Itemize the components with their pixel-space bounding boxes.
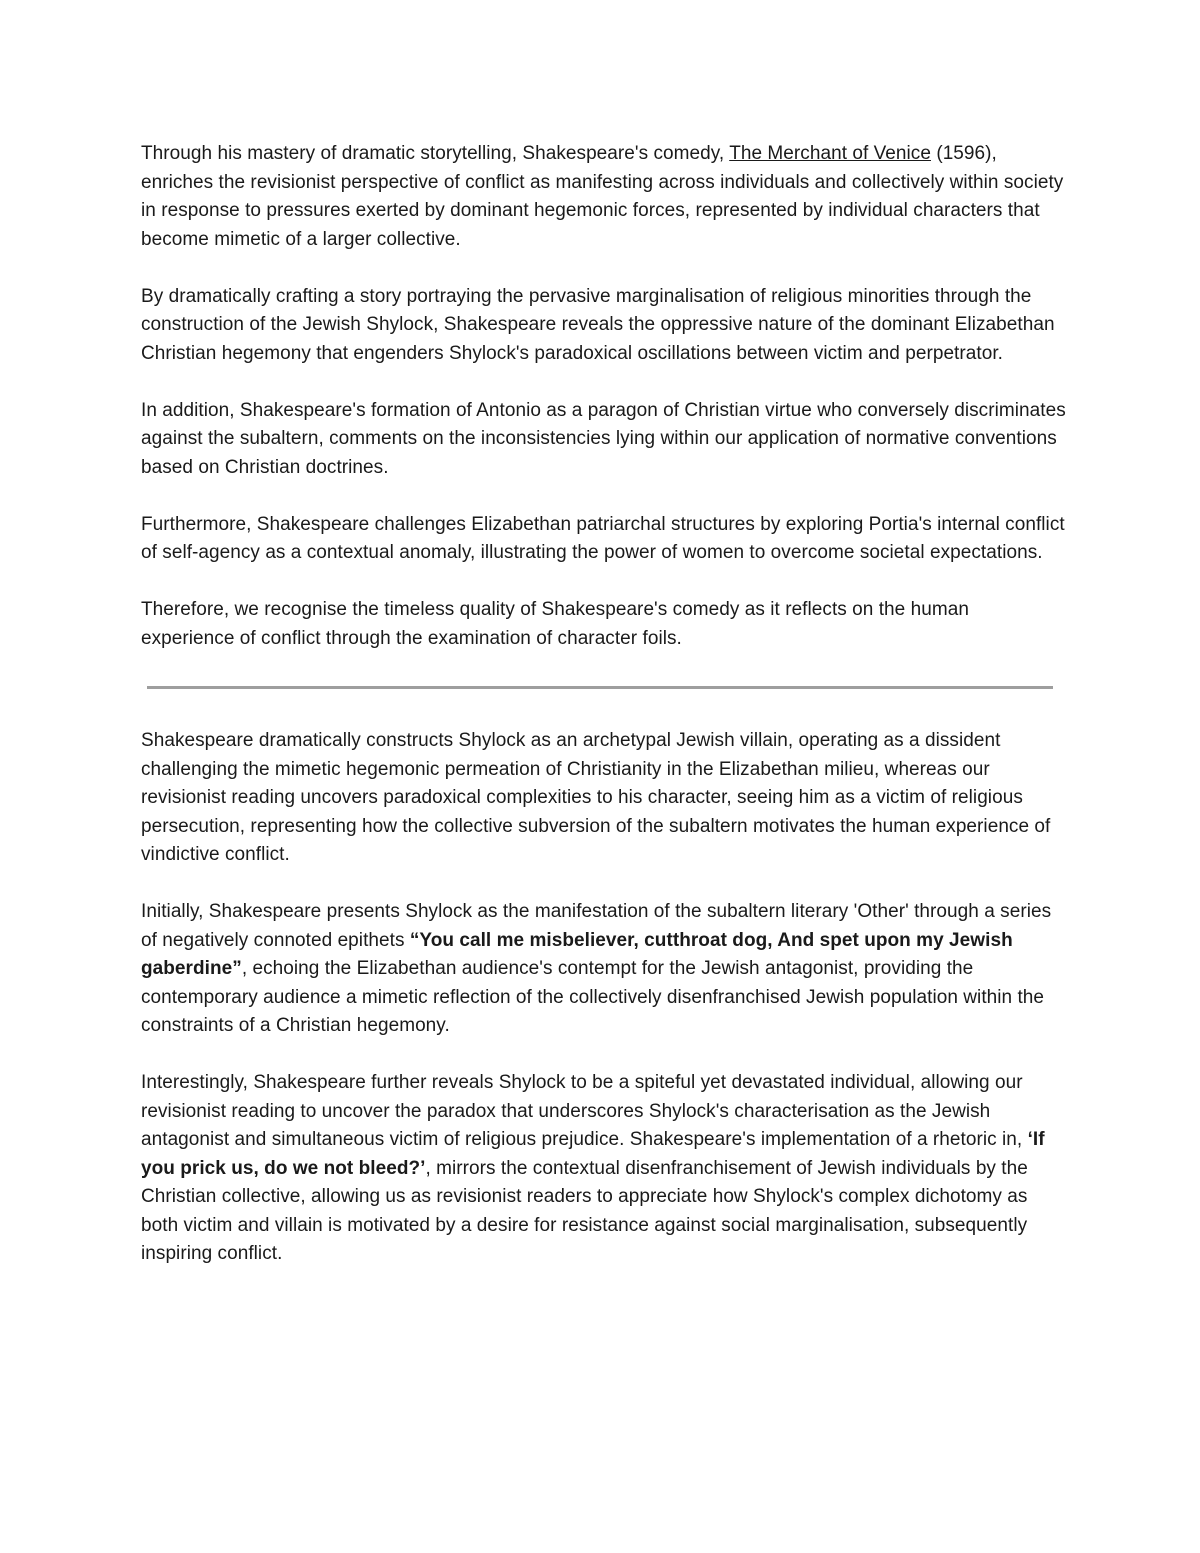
section-divider bbox=[147, 686, 1053, 689]
intro-p1-text-before: Through his mastery of dramatic storytelling, Shakespeare's comedy, bbox=[141, 143, 730, 164]
intro-paragraph-3: In addition, Shakespeare's formation of Antonio as a paragon of Christian virtue who conversely discriminates against the subaltern, comments on the inconsistencies lying within our application of normative conventions based on Christian doctrines. bbox=[141, 399, 1066, 478]
intro-paragraph-5: Therefore, we recognise the timeless quality of Shakespeare's comedy as it reflects on the human experience of conflict through the examination of character foils. bbox=[141, 599, 969, 649]
quote-misbeliever: “You call me misbeliever, cutthroat dog, And spet upon my Jewish gaberdine” bbox=[141, 929, 1013, 979]
quote-prick-us: ‘If you prick us, do we not bleed?’ bbox=[141, 1129, 1045, 1179]
intro-paragraph-1 bbox=[141, 140, 1066, 254]
intro-paragraph-4: Furthermore, Shakespeare challenges Elizabethan patriarchal structures by exploring Portia's internal conflict of self-agency as a contextual anomaly, illustrating the power of women to overcome societal expectations. bbox=[141, 513, 1065, 563]
body-paragraph-2 bbox=[141, 898, 1066, 1041]
body-p2-text-after: , echoing the Elizabethan audience's contempt for the Jewish antagonist, providing the contemporary audience a mimetic reflection of the collectively disenfranchised Jewish population within the constraints of a Christian hegemony. bbox=[141, 958, 1045, 1036]
body-paragraph-1: Shakespeare dramatically constructs Shylock as an archetypal Jewish villain, operating as a dissident challenging the mimetic hegemonic permeation of Christianity in the Elizabethan milieu, whereas our revisionist reading uncovers paradoxical complexities to his character, seeing him as a victim of religious persecution, representing how the collective subversion of the subaltern motivates the human experience of vindictive conflict. bbox=[141, 730, 1051, 865]
body-p3-text-after: , mirrors the contextual disenfranchisement of Jewish individuals by the Christian collective, allowing us as revisionist readers to appreciate how Shylock's complex dichotomy as both victim and villain is motivated by a desire for resistance against social marginalisation, subsequently inspiring conflict. bbox=[141, 1157, 1028, 1264]
intro-paragraph-2: By dramatically crafting a story portraying the pervasive marginalisation of religious minorities through the construction of the Jewish Shylock, Shakespeare reveals the oppressive nature of the dominant Elizabethan Christian hegemony that engenders Shylock's paradoxical oscillations between victim and perpetrator. bbox=[141, 285, 1055, 364]
document-page bbox=[141, 140, 1066, 1297]
body-p3-text-before: Interestingly, Shakespeare further reveals Shylock to be a spiteful yet devastated individual, allowing our revisionist reading to uncover the paradox that underscores Shylock's characterisation as the Jewish antagonist and simultaneous victim of religious prejudice. Shakespeare's implementation of a rhetoric in, bbox=[141, 1072, 1028, 1150]
play-title: The Merchant of Venice bbox=[729, 143, 931, 164]
body-paragraph-3 bbox=[141, 1069, 1066, 1269]
body-p2-text-before: Initially, Shakespeare presents Shylock as the manifestation of the subaltern literary 'Other' through a series of negatively connoted epithets bbox=[141, 901, 1052, 951]
intro-p1-text-after: (1596), enriches the revisionist perspective of conflict as manifesting across individuals and collectively within society in response to pressures exerted by dominant hegemonic forces, represented by individual characters that become mimetic of a larger collective. bbox=[141, 143, 1064, 250]
